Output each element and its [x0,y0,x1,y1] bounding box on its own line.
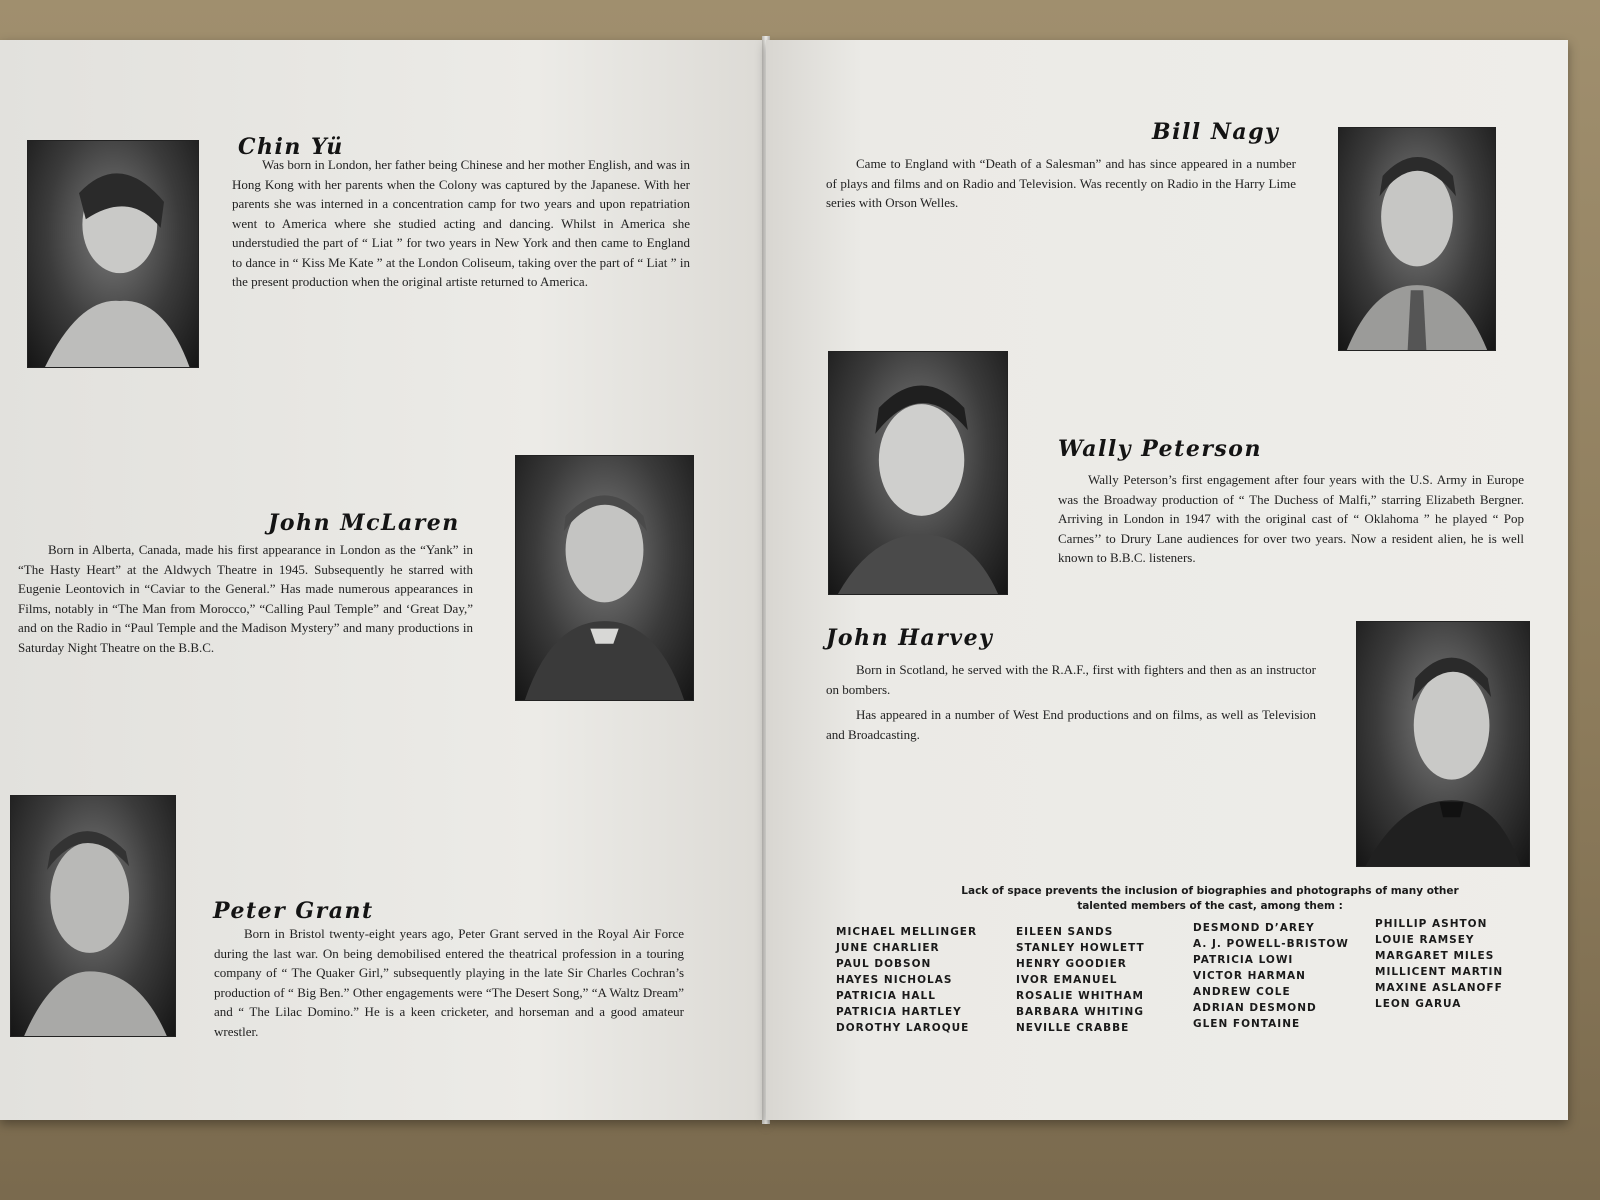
cast-member: EILEEN SANDS [1016,926,1114,938]
john-harvey-name: John Harvey [826,625,994,651]
john-harvey-bio [826,660,1316,744]
cast-column-4 [1375,916,1503,1012]
wally-peterson-bio: Wally Peterson’s first engagement after four years with the U.S. Army in Europe was the Broadway production of “ The Duchess of Malfi,” starring Elizabeth Bergner. Arriving in London in 1947 with the original cast of “ Oklahoma ” he played “ Pop Carnes’’ to Drury Lane audiences for over two years. Now a resident alien, he is well known to B.B.C. listeners. [1058,472,1524,565]
cast-member: PAUL DOBSON [836,958,932,970]
cast-member: A. J. POWELL-BRISTOW [1193,938,1349,950]
cast-member: MAXINE ASLANOFF [1375,982,1503,994]
cast-member: JUNE CHARLIER [836,942,940,954]
chin-yu-name: Chin Yü [238,134,344,160]
cast-member: MARGARET MILES [1375,950,1495,962]
cast-column-1 [836,924,977,1036]
cast-member: DOROTHY LAROQUE [836,1022,970,1034]
cast-column-3 [1193,920,1349,1032]
cast-member: ROSALIE WHITHAM [1016,990,1144,1002]
john-mclaren-bio: Born in Alberta, Canada, made his first appearance in London as the “Yank” in “The Hasty Heart” at the Aldwych Theatre in 1945. Subsequently he starred with Eugenie Leontovich in “Caviar to the General.” Has made numerous appearances in Films, notably in “The Man from Morocco,” “Calling Paul Temple” and ‘Great Day,” and on the Radio in “Paul Temple and the Madison Mystery” and many productions in Saturday Night Theatre on the B.B.C. [18,542,473,655]
cast-member: MILLICENT MARTIN [1375,966,1504,978]
cast-member: VICTOR HARMAN [1193,970,1306,982]
john-harvey-photo [1356,621,1530,867]
cast-member: NEVILLE CRABBE [1016,1022,1130,1034]
chin-yu-bio: Was born in London, her father being Chinese and her mother English, and was in Hong Kong with her parents when the Colony was captured by the Japanese. With her parents she was interned in a concentration camp for two years and upon repatriation went to America where she studied acting and dancing. Whilst in America she understudied the part of “ Liat ” for two years in New York and then came to England to dance in “ Kiss Me Kate ” at the London Coliseum, taking over the part of “ Liat ” in the present production when the original artiste returned to America. [232,157,690,289]
cast-member: HENRY GOODIER [1016,958,1127,970]
cast-member: LEON GARUA [1375,998,1462,1010]
cast-member: STANLEY HOWLETT [1016,942,1145,954]
cast-member: PATRICIA LOWI [1193,954,1294,966]
wally-peterson-name: Wally Peterson [1058,436,1262,462]
cast-member: BARBARA WHITING [1016,1006,1144,1018]
peter-grant-name: Peter Grant [213,898,374,924]
cast-member: DESMOND D’AREY [1193,922,1315,934]
cast-member: PHILLIP ASHTON [1375,918,1488,930]
cast-member: MICHAEL MELLINGER [836,926,978,938]
left-page [0,40,766,1120]
cast-member: LOUIE RAMSEY [1375,934,1475,946]
bill-nagy-photo [1338,127,1496,351]
cast-member: PATRICIA HALL [836,990,936,1002]
cast-member: GLEN FONTAINE [1193,1018,1301,1030]
peter-grant-bio: Born in Bristol twenty-eight years ago, Peter Grant served in the Royal Air Force during the last war. On being demobilised entered the theatrical profession in a touring company of “ The Quaker Girl,” subsequently playing in the late Sir Charles Cochran’s production of “ Big Ben.” Other engagements were “The Desert Song,” “A Waltz Dream” and “ The Lilac Domino.” He is a keen cricketer, and horseman and a good amateur wrestler. [214,926,684,1039]
chin-yu-photo [27,140,199,368]
cast-member: IVOR EMANUEL [1016,974,1118,986]
cast-member: ADRIAN DESMOND [1193,1002,1317,1014]
john-harvey-bio-1: Born in Scotland, he served with the R.A.F., first with fighters and then as an instructor on bombers. [826,662,1316,697]
cast-note: Lack of space prevents the inclusion of biographies and photographs of many other talented members of the cast, among them : [961,885,1459,912]
john-harvey-bio-2: Has appeared in a number of West End productions and on films, as well as Television and Broadcasting. [826,707,1316,742]
cast-member: ANDREW COLE [1193,986,1291,998]
bill-nagy-bio: Came to England with “Death of a Salesman” and has since appeared in a number of plays and films and on Radio and Television. Was recently on Radio in the Harry Lime series with Orson Welles. [826,156,1296,210]
peter-grant-photo [10,795,176,1037]
cast-member: HAYES NICHOLAS [836,974,953,986]
cast-column-2 [1016,924,1145,1036]
cast-member: PATRICIA HARTLEY [836,1006,962,1018]
john-mclaren-name: John McLaren [268,510,460,536]
bill-nagy-name: Bill Nagy [1152,119,1280,145]
wally-peterson-photo [828,351,1008,595]
john-mclaren-photo [515,455,694,701]
